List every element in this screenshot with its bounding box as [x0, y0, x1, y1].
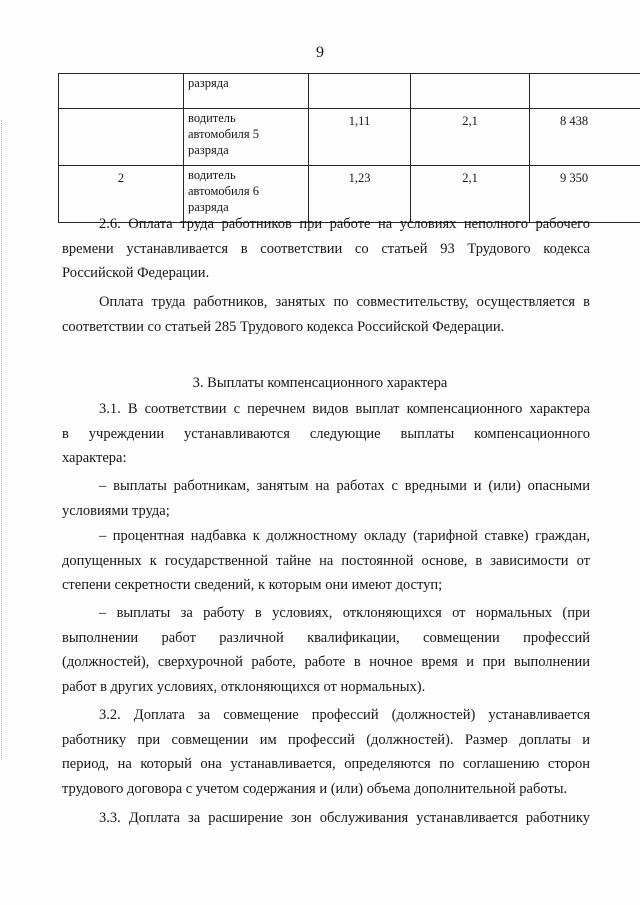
- text-line: допущенных к государственной тайне на постоянной основе, в зависимости от: [62, 552, 590, 569]
- table-cell-salary: 9 350: [530, 166, 640, 223]
- table-cell-position: [184, 109, 309, 166]
- position-line: разряда: [188, 200, 229, 214]
- paragraph-3-3: [62, 806, 590, 831]
- text-line: (должностей), сверхурочной работе, работе в ночное время и при выполнении: [62, 654, 590, 671]
- text-line: работнику при совмещении им профессий (должностей). Размер доплаты и: [62, 731, 590, 748]
- text-line: 3.3. Доплата за расширение зон обслуживания устанавливается работнику: [99, 810, 590, 826]
- text-line: выполнении работ различной квалификации, совмещении профессий: [62, 629, 590, 646]
- position-line: водитель: [188, 111, 236, 125]
- paragraph-3-1: [62, 397, 590, 471]
- text-line: период, на который она устанавливается, определяются по соглашению сторон: [62, 756, 590, 773]
- text-line: – процентная надбавка к должностному окладу (тарифной ставке) граждан,: [99, 528, 590, 544]
- text-line: – выплаты работникам, занятым на работах с вредными и (или) опасными: [99, 478, 590, 494]
- page-number: 9: [316, 44, 324, 61]
- section-heading: 3. Выплаты компенсационного характера: [192, 375, 448, 391]
- text-line: 3.1. В соответствии с перечнем видов выплат компенсационного характера: [99, 401, 590, 417]
- text-line: – выплаты за работу в условиях, отклоняющихся от нормальных (при: [99, 605, 590, 621]
- table-cell-value: 2,1: [411, 166, 530, 223]
- text-line: 3.2. Доплата за совмещение профессий (должностей) устанавливается: [99, 707, 590, 723]
- position-line: водитель: [188, 168, 236, 182]
- tariff-table: [58, 73, 640, 223]
- table-cell-coefficient: 1,11: [309, 109, 411, 166]
- table-cell-number: [59, 74, 184, 109]
- position-line: автомобиля 6: [188, 184, 260, 198]
- table-cell-coefficient: [309, 74, 411, 109]
- position-line: разряда: [188, 76, 229, 90]
- position-line: автомобиля 5: [188, 127, 260, 141]
- text-line: 2.6. Оплата труда работников при работе на условиях неполного рабочего: [99, 216, 590, 232]
- paragraph-part-time: [62, 290, 590, 339]
- bullet-abnormal-conditions: [62, 601, 590, 699]
- table-cell-position: [184, 74, 309, 109]
- table-cell-number: 2: [59, 166, 184, 223]
- paragraph-2-6: [62, 212, 590, 286]
- text-line: времени устанавливается в соответствии со статьей 93 Трудового кодекса: [62, 240, 590, 257]
- text-line: условиями труда;: [62, 502, 170, 519]
- table-cell-salary: [530, 74, 640, 109]
- text-line: трудового договора с учетом содержания и (или) объема дополнительной работы.: [62, 780, 568, 797]
- table-cell-value: [411, 74, 530, 109]
- text-line: в учреждении устанавливаются следующие выплаты компенсационного: [62, 425, 590, 442]
- position-line: разряда: [188, 143, 229, 157]
- paragraph-3-2: [62, 703, 590, 801]
- text-line: соответствии со статьей 285 Трудового кодекса Российской Федерации.: [62, 318, 505, 335]
- text-line: работ в других условиях, отклоняющихся от нормальных).: [62, 678, 426, 695]
- text-line: Оплата труда работников, занятых по совместительству, осуществляется в: [99, 294, 590, 310]
- bullet-state-secret: [62, 524, 590, 598]
- table-cell-value: 2,1: [411, 109, 530, 166]
- table-row: [59, 74, 640, 109]
- table-cell-salary: 8 438: [530, 109, 640, 166]
- scan-edge-marks: [1, 120, 3, 760]
- table-row: [59, 109, 640, 166]
- text-line: Российской Федерации.: [62, 265, 210, 282]
- text-line: степени секретности сведений, к которым они имеют доступ;: [62, 577, 443, 594]
- table-cell-coefficient: 1,23: [309, 166, 411, 223]
- bullet-harmful-conditions: [62, 474, 590, 523]
- text-line: характера:: [62, 450, 127, 467]
- table-cell-number: [59, 109, 184, 166]
